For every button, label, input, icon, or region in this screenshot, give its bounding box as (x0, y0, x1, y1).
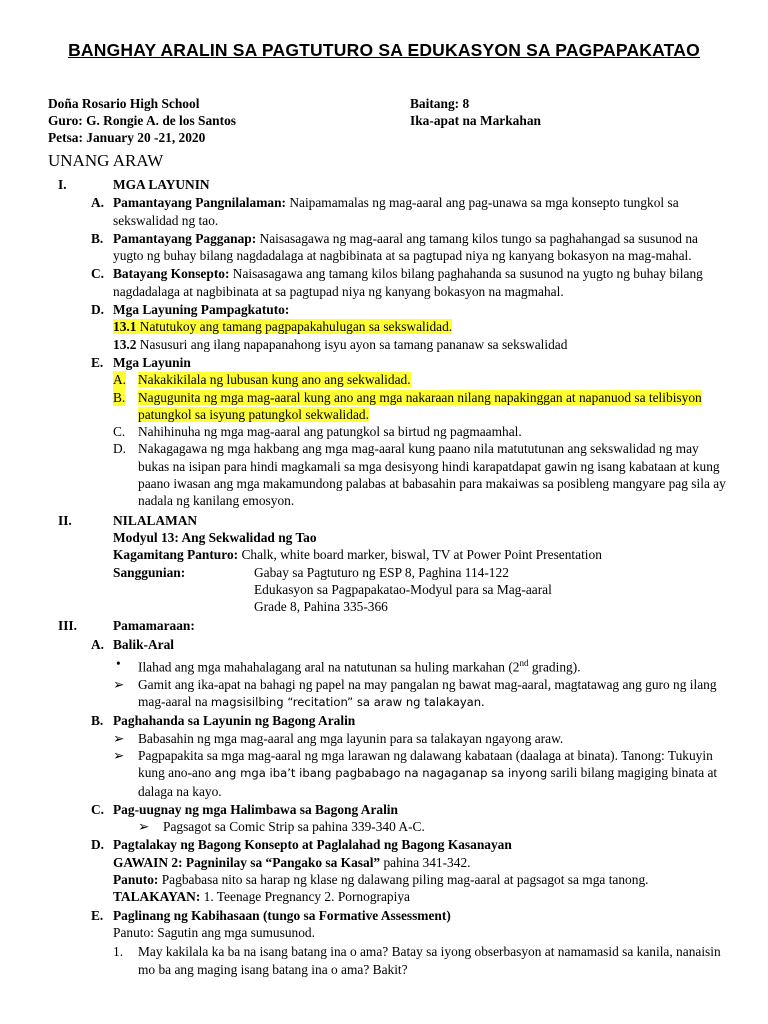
activity-pages: pahina 341-342. (380, 854, 471, 870)
goal-item-a (48, 371, 728, 388)
arrow-bullet-icon: ➢ (113, 730, 125, 746)
item-text: Naisasagawa ang tamang kilos bilang paghahanda sa susunod na yugto ng buhay bilang nagdadalaga at nagbibinata at sa pagtupad niya ng kanyang bokasyon na magmahal. (113, 266, 703, 299)
objective-learning-competencies (48, 301, 728, 318)
connection-arrow-1 (48, 818, 728, 835)
day-heading: UNANG ARAW (48, 151, 164, 170)
item-label: D. (91, 837, 105, 853)
item-label: B. (91, 713, 104, 729)
references-heading: Sanggunian: (113, 564, 186, 580)
teaching-materials (48, 546, 728, 563)
bullet-text-end: grading). (528, 659, 581, 675)
question-text: Tanong: Tukuyin kung ano-ano (138, 747, 713, 781)
arrow-bullet-icon: ➢ (113, 747, 125, 763)
bullet-text: Ilahad ang mga mahahalagang aral na natutunan sa huling markahan (2 (138, 659, 520, 675)
item-label: A. (91, 195, 105, 211)
item-text: Naipamamalas ng mag-aaral ang pag-unawa sa mga konsepto tungkol sa sekswalidad ng tao. (113, 195, 679, 228)
instructions-text: Pagbabasa nito sa harap ng klase ng dalawang piling mag-aaral at pagsagot sa mga tanong. (158, 872, 649, 888)
arrow-text: Pagsagot sa Comic Strip sa pahina 339-340 A-C. (163, 819, 425, 835)
goal-label: C. (113, 424, 126, 440)
procedure-connection (48, 801, 728, 818)
bullet-dot-icon: • (116, 656, 121, 672)
discussion-topics (48, 888, 728, 905)
goal-item-c (48, 423, 728, 440)
review-bullet (48, 655, 728, 676)
quarter-label: Ika-apat na Markahan (410, 113, 541, 128)
item-label: E. (91, 354, 104, 370)
section-title: Pamamaraan: (113, 618, 195, 634)
question-text: May kakilala ka ba na isang batang ina o ama? Batay sa iyong obserbasyon at namamasid sa kanila, nanaisin mo ba ang maging isang batang ina o ama? Bakit? (138, 944, 721, 977)
question-number: 1. (113, 944, 124, 960)
materials-heading: Kagamitang Panturo: (113, 547, 239, 563)
topics-heading: TALAKAYAN: (113, 889, 201, 905)
references (48, 564, 728, 581)
arrow-bullet-icon: ➢ (113, 676, 125, 692)
competency-text: Nasusuri ang ilang napapanahong isyu ayon sa tamang pananaw sa sekswalidad (136, 336, 568, 352)
arrow-text: Pagpapakita sa mga mag-aaral ng mga larawan ng dalawang kabataan (daalaga at binata). (138, 747, 618, 763)
item-heading: Paglinang ng Kabihasaan (tungo sa Formative Assessment) (113, 907, 451, 923)
item-heading: Balik-Aral (113, 636, 175, 652)
procedure-mastery (48, 907, 728, 924)
section-title: NILALAMAN (113, 512, 198, 528)
question-1 (48, 943, 728, 978)
procedure-review (48, 636, 728, 653)
item-heading: Mga Layuning Pampagkatuto: (113, 302, 290, 318)
goal-label: A. (113, 372, 127, 388)
item-heading: Pamantayang Pagganap: (113, 230, 257, 246)
competency-13-1 (48, 318, 728, 335)
arrow-bullet-icon: ➢ (138, 819, 150, 835)
item-heading: Pagtalakay ng Bagong Konsepto at Paglalahad ng Bagong Kasanayan (113, 837, 512, 853)
procedure-preparation (48, 712, 728, 729)
school-name: Doña Rosario High School (48, 96, 200, 111)
section-number: I. (58, 177, 67, 192)
superscript: nd (519, 658, 529, 669)
reference-3: Grade 8, Pahina 335-366 (254, 599, 388, 615)
objective-core-concept (48, 265, 728, 300)
references-line-3 (48, 598, 728, 615)
objective-content-standard (48, 194, 728, 229)
procedure-discussion (48, 836, 728, 853)
goal-text: Nakakikilala ng lubusan kung ano ang sekwalidad. (138, 372, 411, 388)
goal-text: Nakagagawa ng mga hakbang ang mga mag-aaral kung paano nila matututunan ang sekswalidad ng may bukas na isipan para hindi magkamali sa mga desisyong hindi karapatdapat gawin ng isang kabataan at kung paano iwasan ang mga makamundong palabas at babasahin para makaiwas sa posibleng mangyare pag sila ay nadala ng kanilang emosyon. (138, 441, 726, 509)
goal-label: D. (113, 441, 127, 457)
competency-13-2 (48, 336, 728, 353)
module-title: Modyul 13: Ang Sekwalidad ng Tao (113, 529, 317, 545)
grade-level: Baitang: 8 (410, 96, 470, 111)
mastery-instructions: Panuto: Sagutin ang mga sumusunod. (113, 924, 315, 940)
review-arrow-item (48, 676, 728, 712)
item-heading: Batayang Konsepto: (113, 266, 230, 282)
lesson-date: Petsa: January 20 -21, 2020 (48, 130, 206, 145)
reference-1: Gabay sa Pagtuturo ng ESP 8, Paghina 114-122 (254, 564, 509, 580)
lesson-content (48, 176, 728, 978)
references-line-2 (48, 581, 728, 598)
competency-number: 13.1 (113, 319, 137, 335)
competency-number: 13.2 (113, 336, 137, 352)
section-objectives (48, 176, 728, 193)
arrow-text-end: . (481, 694, 485, 710)
document-title: BANGHAY ARALIN SA PAGTUTURO SA EDUKASYON SA PAGPAPAKATAO (68, 40, 700, 60)
reference-2: Edukasyon sa Pagpapakatao-Modyul para sa Mag-aaral (254, 581, 552, 597)
objective-specific-goals (48, 354, 728, 371)
item-label: E. (91, 907, 104, 923)
arrow-text: Babasahin ng mga mag-aaral ang mga layunin para sa talakayan ngayong araw. (138, 730, 564, 746)
question-text-tail: ang mga iba’t ibang pagbabago na nagaganap sa inyong (214, 766, 548, 781)
teacher-name: Guro: G. Rongie A. de los Santos (48, 113, 236, 128)
competency-text: Natutukoy ang tamang pagpapakahulugan sa sekswalidad. (136, 319, 453, 335)
question-text-end: sarili bilang magiging binata at dalaga na kayo. (138, 765, 718, 799)
arrow-text-tail: magsisilbing “recitation” sa araw ng talakayan (210, 695, 482, 710)
activity-2 (48, 854, 728, 871)
section-number: III. (58, 618, 77, 634)
section-content (48, 512, 728, 529)
activity-instructions (48, 871, 728, 888)
item-label: B. (91, 230, 104, 246)
item-text: Naisasagawa ng mag-aaral ang tamang kilos tungo sa paghahangad sa susunod na yugto ng buhay bilang nagdadalaga at nagbibinata at sa pagtupad niya ng kanyang bokasyon na mag-mahal. (113, 230, 698, 264)
section-number: II. (58, 512, 72, 528)
item-heading: Pamantayang Pangnilalaman: (113, 195, 286, 211)
document-header (48, 95, 728, 146)
goal-text: Nahihinuha ng mga mag-aaral ang patungkol sa birtud ng pagmaamhal. (138, 424, 522, 440)
materials-text: Chalk, white board marker, biswal, TV at Power Point Presentation (238, 547, 602, 563)
item-label: A. (91, 636, 105, 652)
goal-label: B. (113, 389, 126, 405)
item-heading: Pag-uugnay ng mga Halimbawa sa Bagong Aralin (113, 801, 398, 817)
activity-title: GAWAIN 2: Pagninilay sa “Pangako sa Kasal” (113, 854, 381, 870)
section-procedure (48, 617, 728, 634)
item-label: D. (91, 302, 105, 318)
preparation-arrow-2 (48, 747, 728, 800)
item-label: C. (91, 801, 105, 817)
goal-text: Nagugunita ng mga mag-aaral kung ano ang mga nakaraan nilang napakinggan at napanuod sa telibisyon patungkol sa isyung patungkol sekwalidad. (138, 389, 702, 422)
section-title: MGA LAYUNIN (113, 177, 210, 192)
preparation-arrow-1 (48, 730, 728, 747)
item-heading: Paghahanda sa Layunin ng Bagong Aralin (113, 713, 356, 729)
topics-text: 1. Teenage Pregnancy 2. Pornograpiya (200, 889, 410, 905)
item-label: C. (91, 266, 105, 282)
goal-item-d (48, 440, 728, 509)
arrow-text: Gamit ang ika-apat na bahagi ng papel na may pangalan ng bawat mag-aaral, magtatawag ang guro ng ilang mag-aaral na (138, 676, 717, 710)
instructions-heading: Panuto: (113, 872, 159, 888)
objective-performance-standard (48, 230, 728, 265)
goal-item-b (48, 389, 728, 424)
item-heading: Mga Layunin (113, 354, 191, 370)
